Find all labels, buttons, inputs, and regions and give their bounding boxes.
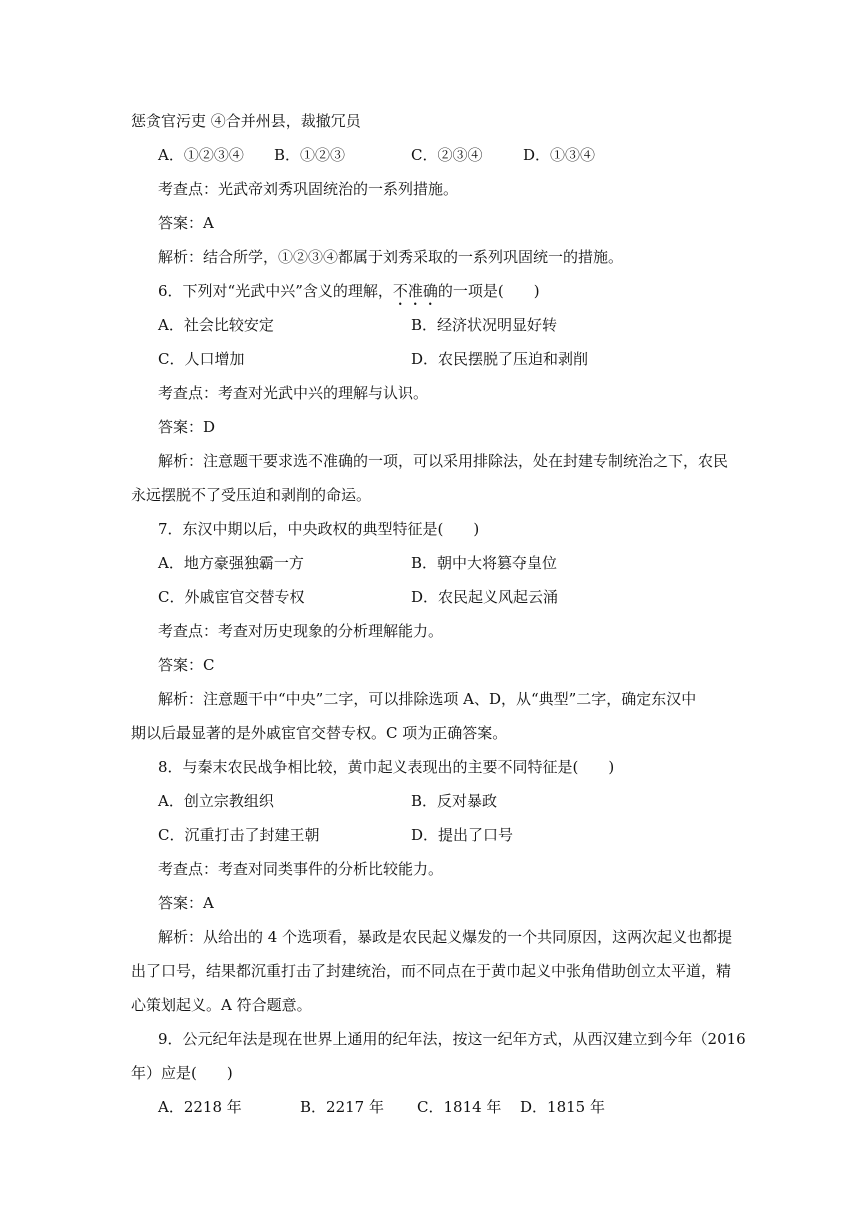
q9-stem-2: 年）应是( ) bbox=[131, 1064, 233, 1082]
q8-analysis-line3 bbox=[0, 993, 860, 1017]
q9-option-a: A．2218 年 bbox=[158, 1098, 242, 1116]
q6-stem-before: 6．下列对“光武中兴”含义的理解， bbox=[158, 282, 393, 300]
q8-answer-line bbox=[0, 891, 860, 915]
q8-analysis-line1 bbox=[0, 925, 860, 949]
q6-analysis-line1 bbox=[0, 449, 860, 473]
q7-option-a: A．地方豪强独霸一方 bbox=[158, 554, 304, 572]
q5-option-a: A．①②③④ bbox=[158, 146, 244, 164]
q8-options-row2 bbox=[0, 823, 860, 847]
q9-options bbox=[0, 1095, 860, 1119]
q6-option-b: B．经济状况明显好转 bbox=[411, 316, 558, 334]
q7-answer-line bbox=[0, 653, 860, 677]
q9-option-d: D．1815 年 bbox=[520, 1098, 605, 1116]
q6-options-row1 bbox=[0, 313, 860, 337]
q6-analysis-2: 永远摆脱不了受压迫和剥削的命运。 bbox=[131, 486, 372, 504]
q5-analysis-line bbox=[0, 245, 860, 269]
q6-option-d: D．农民摆脱了压迫和剥削 bbox=[411, 350, 589, 368]
q9-option-c: C．1814 年 bbox=[417, 1098, 502, 1116]
q8-point-line bbox=[0, 857, 860, 881]
q7-analysis-line2 bbox=[0, 721, 860, 745]
q5-answer-line bbox=[0, 211, 860, 235]
q7-option-c: C．外戚宦官交替专权 bbox=[158, 588, 305, 606]
q9-option-b: B．2217 年 bbox=[300, 1098, 384, 1116]
q5-option-c: C．②③④ bbox=[411, 146, 483, 164]
q8-analysis-1: 解析：从给出的 4 个选项看，暴政是农民起义爆发的一个共同原因，这两次起义也都提 bbox=[158, 928, 733, 946]
q8-option-d: D．提出了口号 bbox=[411, 826, 514, 844]
q8-options-row1 bbox=[0, 789, 860, 813]
q8-stem: 8．与秦末农民战争相比较，黄巾起义表现出的主要不同特征是( ) bbox=[158, 758, 615, 776]
q5-continuation: 惩贪官污吏 ④合并州县，裁撤冗员 bbox=[131, 112, 361, 130]
q5-analysis: 解析：结合所学，①②③④都属于刘秀采取的一系列巩固统一的措施。 bbox=[158, 248, 624, 266]
q9-stem-1: 9．公元纪年法是现在世界上通用的纪年法，按这一纪年方式，从西汉建立到今年（2016 bbox=[158, 1030, 746, 1048]
q8-analysis-3: 心策划起义。A 符合题意。 bbox=[131, 996, 312, 1014]
q5-point-line bbox=[0, 177, 860, 201]
q7-point-line bbox=[0, 619, 860, 643]
q6-option-a: A．社会比较安定 bbox=[158, 316, 274, 334]
q6-point: 考查点：考查对光武中兴的理解与认识。 bbox=[158, 384, 429, 402]
q8-option-c: C．沉重打击了封建王朝 bbox=[158, 826, 320, 844]
q8-option-a: A．创立宗教组织 bbox=[158, 792, 274, 810]
q8-stem-line bbox=[0, 755, 860, 779]
q5-option-b: B．①②③ bbox=[274, 146, 346, 164]
q6-stem bbox=[158, 279, 540, 309]
q6-point-line bbox=[0, 381, 860, 405]
q8-analysis-line2 bbox=[0, 959, 860, 983]
q5-answer: 答案：A bbox=[158, 214, 214, 232]
q6-answer-line bbox=[0, 415, 860, 439]
q7-analysis-line1 bbox=[0, 687, 860, 711]
q7-point: 考查点：考查对历史现象的分析理解能力。 bbox=[158, 622, 444, 640]
q6-stem-line bbox=[0, 279, 860, 303]
q7-analysis-2: 期以后最显著的是外戚宦官交替专权。C 项为正确答案。 bbox=[131, 724, 508, 742]
q5-point: 考查点：光武帝刘秀巩固统治的一系列措施。 bbox=[158, 180, 459, 198]
q7-option-b: B．朝中大将篡夺皇位 bbox=[411, 554, 558, 572]
q7-analysis-1: 解析：注意题干中“中央”二字，可以排除选项 A、D，从“典型”二字，确定东汉中 bbox=[158, 690, 697, 708]
q8-analysis-2: 出了口号，结果都沉重打击了封建统治，而不同点在于黄巾起义中张角借助创立太平道，精 bbox=[131, 962, 732, 980]
q5-continuation-line bbox=[0, 109, 860, 133]
q7-options-row2 bbox=[0, 585, 860, 609]
q8-answer: 答案：A bbox=[158, 894, 214, 912]
q6-analysis-1: 解析：注意题干要求选不准确的一项，可以采用排除法，处在封建专制统治之下，农民 bbox=[158, 452, 729, 470]
q6-stem-after: 的一项是( ) bbox=[437, 282, 540, 300]
q8-point: 考查点：考查对同类事件的分析比较能力。 bbox=[158, 860, 444, 878]
q6-stem-emphasis: 不准确 bbox=[392, 282, 438, 300]
q9-stem-line1 bbox=[0, 1027, 860, 1051]
q8-option-b: B．反对暴政 bbox=[411, 792, 498, 810]
q6-answer: 答案：D bbox=[158, 418, 216, 436]
q7-option-d: D．农民起义风起云涌 bbox=[411, 588, 559, 606]
q7-stem: 7．东汉中期以后，中央政权的典型特征是( ) bbox=[158, 520, 480, 538]
q6-analysis-line2 bbox=[0, 483, 860, 507]
q6-options-row2 bbox=[0, 347, 860, 371]
q7-stem-line bbox=[0, 517, 860, 541]
q7-options-row1 bbox=[0, 551, 860, 575]
q5-options bbox=[0, 143, 860, 167]
q5-option-d: D．①③④ bbox=[523, 146, 596, 164]
q9-stem-line2 bbox=[0, 1061, 860, 1085]
q6-option-c: C．人口增加 bbox=[158, 350, 245, 368]
q7-answer: 答案：C bbox=[158, 656, 215, 674]
